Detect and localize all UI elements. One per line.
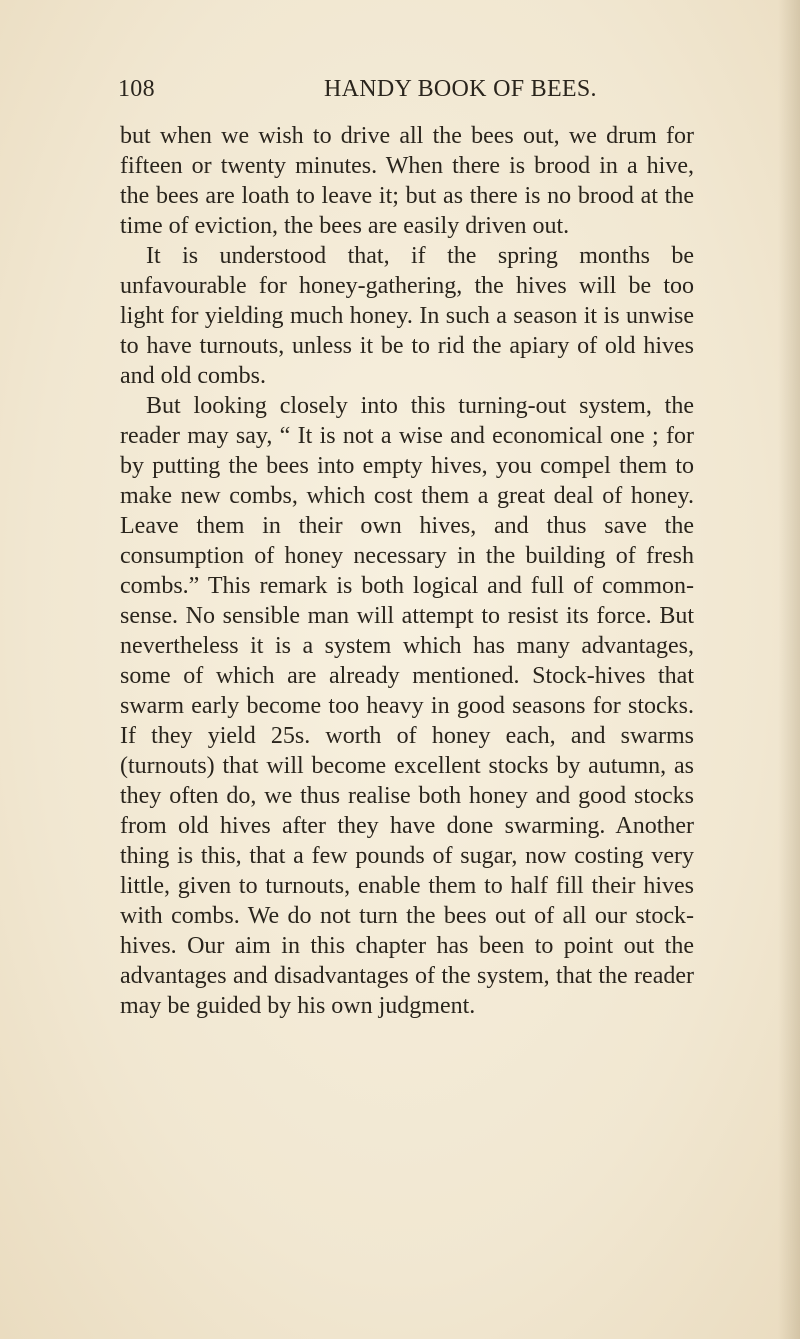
page-number: 108 (118, 76, 155, 102)
paragraph: It is understood that, if the spring months be unfavourable for honey-gathering, the hives will be too light for yielding much honey. In such a season it is unwise to have turnouts, unless it be to rid the apiary of old hives and old combs. (120, 243, 694, 389)
paragraph: but when we wish to drive all the bees out, we drum for fifteen or twenty minutes. When there is brood in a hive, the bees are loath to leave it; but as there is no brood at the time of eviction, the bees are easily driven out. (120, 123, 694, 239)
paragraph: But looking closely into this turning-out system, the reader may say, “ It is not a wise and economical one ; for by putting the bees into empty hives, you compel them to make new combs, which cost them a great deal of honey. Leave them in their own hives, and thus save the consumption of honey necessary in the building of fresh combs.” This remark is both logical and full of common-sense. No sensible man will attempt to resist its force. But nevertheless it is a system which has many advantages, some of which are already mentioned. Stock-hives that swarm early become too heavy in good seasons for stocks. If they yield 25s. worth of honey each, and swarms (turnouts) that will become excellent stocks by autumn, as they often do, we thus realise both honey and good stocks from old hives after they have done swarming. Another thing is this, that a few pounds of sugar, now costing very little, given to turnouts, enable them to half fill their hives with combs. We do not turn the bees out of all our stock-hives. Our aim in this chapter has been to point out the advantages and disadvantages of the system, that the reader may be guided by his own judgment. (120, 393, 694, 1019)
body-text (120, 121, 694, 1021)
running-title: HANDY BOOK OF BEES. (324, 76, 597, 102)
page-edge-shadow (778, 0, 800, 1339)
page-header (118, 76, 694, 108)
